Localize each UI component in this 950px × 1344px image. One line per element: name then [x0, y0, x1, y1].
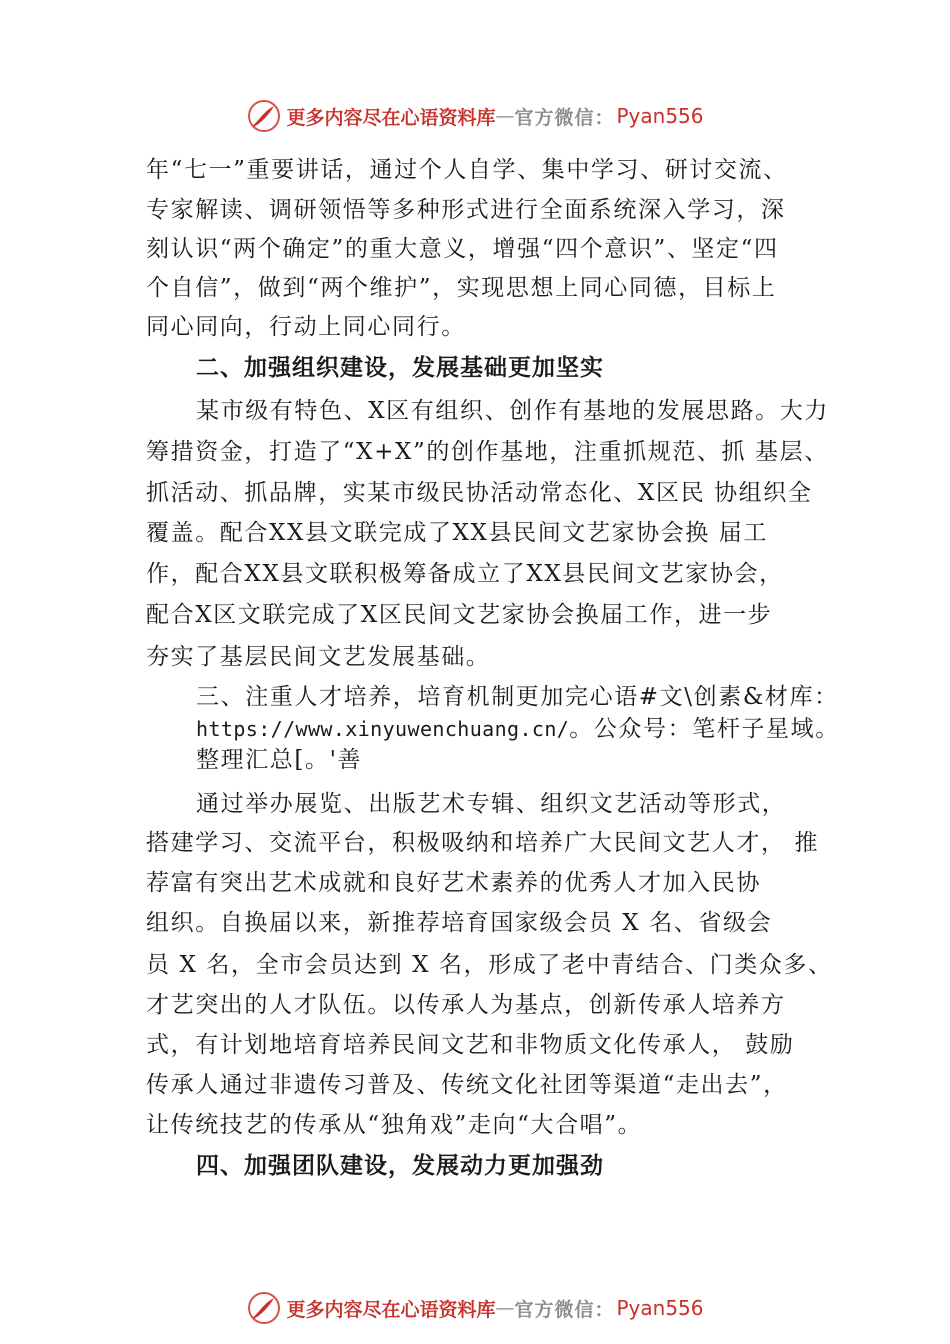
- paragraph-line: 夯实了基层民间文艺发展基础。: [146, 644, 491, 670]
- paragraph-line: 个自信”，做到“两个维护”，实现思想上同心同德，目标上: [146, 275, 777, 301]
- banner-main-text: 更多内容尽在心语资料库: [286, 106, 496, 129]
- paragraph-line: 专家解读、调研领悟等多种形式进行全面系统深入学习，深: [146, 197, 786, 223]
- banner-separator: —: [495, 105, 515, 127]
- paragraph-line: 员 X 名，全市会员达到 X 名，形成了老中青结合、门类众多、: [146, 952, 833, 978]
- website-url[interactable]: https://www.xinyuwenchuang.cn/: [196, 717, 570, 741]
- footer-banner: [0, 1286, 950, 1330]
- banner-suffix: 官方微信：: [514, 1298, 615, 1321]
- paragraph-line: 作，配合XX县文联积极筹备成立了XX县民间文艺家协会，: [146, 561, 784, 587]
- section-heading-3: 三、注重人才培养，培育机制更加完心语#文\创素&材库：: [196, 684, 839, 710]
- heading-3-line3: 整理汇总[。'善: [196, 747, 363, 773]
- banner-separator: —: [495, 1297, 515, 1319]
- paragraph-line: 搭建学习、交流平台，积极吸纳和培养广大民间文艺人才， 推: [146, 830, 820, 856]
- paragraph-line: 传承人通过非遗传习普及、传统文化社团等渠道“走出去”，: [146, 1072, 788, 1098]
- paragraph-line: 同心同向，行动上同心同行。: [146, 314, 466, 340]
- section-heading-4: 四、加强团队建设，发展动力更加强劲: [196, 1153, 604, 1179]
- banner-suffix: 官方微信：: [514, 106, 615, 129]
- paragraph-line: 年“七一”重要讲话，通过个人自学、集中学习、研讨交流、: [146, 157, 788, 183]
- banner-main-text: 更多内容尽在心语资料库: [286, 1298, 496, 1321]
- header-banner: [0, 94, 950, 138]
- paragraph-line: 筹措资金，打造了“X+X”的创作基地，注重抓规范、抓 基层、: [146, 439, 829, 465]
- paragraph-line: 覆盖。配合XX县文联完成了XX县民间文艺家协会换 届工: [146, 520, 769, 546]
- heading-3-tail: 。公众号：笔杆子星域。: [569, 716, 840, 742]
- banner-wechat-id: Pyan556: [616, 1296, 704, 1320]
- section-heading-2: 二、加强组织建设，发展基础更加坚实: [196, 355, 604, 381]
- quill-logo-icon: [246, 1290, 282, 1326]
- paragraph-line: 配合X区文联完成了X区民间文艺家协会换届工作，进一步: [146, 602, 773, 628]
- paragraph-line: 抓活动、抓品牌，实某市级民协活动常态化、X区民 协组织全: [146, 480, 813, 506]
- paragraph-line: 刻认识“两个确定”的重大意义，增强“四个意识”、坚定“四: [146, 236, 779, 262]
- paragraph-line: 式，有计划地培育培养民间文艺和非物质文化传承人， 鼓励: [146, 1032, 795, 1058]
- paragraph-line: 某市级有特色、X区有组织、创作有基地的发展思路。大力: [196, 398, 829, 424]
- heading-3-continuation: [196, 715, 840, 743]
- paragraph-line: 组织。自换届以来，新推荐培育国家级会员 X 名、省级会: [146, 910, 773, 936]
- banner-wechat-id: Pyan556: [616, 104, 704, 128]
- paragraph-line: 才艺突出的人才队伍。以传承人为基点，创新传承人培养方: [146, 992, 786, 1018]
- paragraph-line: 荐富有突出艺术成就和良好艺术素养的优秀人才加入民协: [146, 870, 761, 896]
- quill-logo-icon: [246, 98, 282, 134]
- paragraph-line: 通过举办展览、出版艺术专辑、组织文艺活动等形式，: [196, 791, 787, 817]
- paragraph-line: 让传统技艺的传承从“独角戏”走向“大合唱”。: [146, 1112, 643, 1138]
